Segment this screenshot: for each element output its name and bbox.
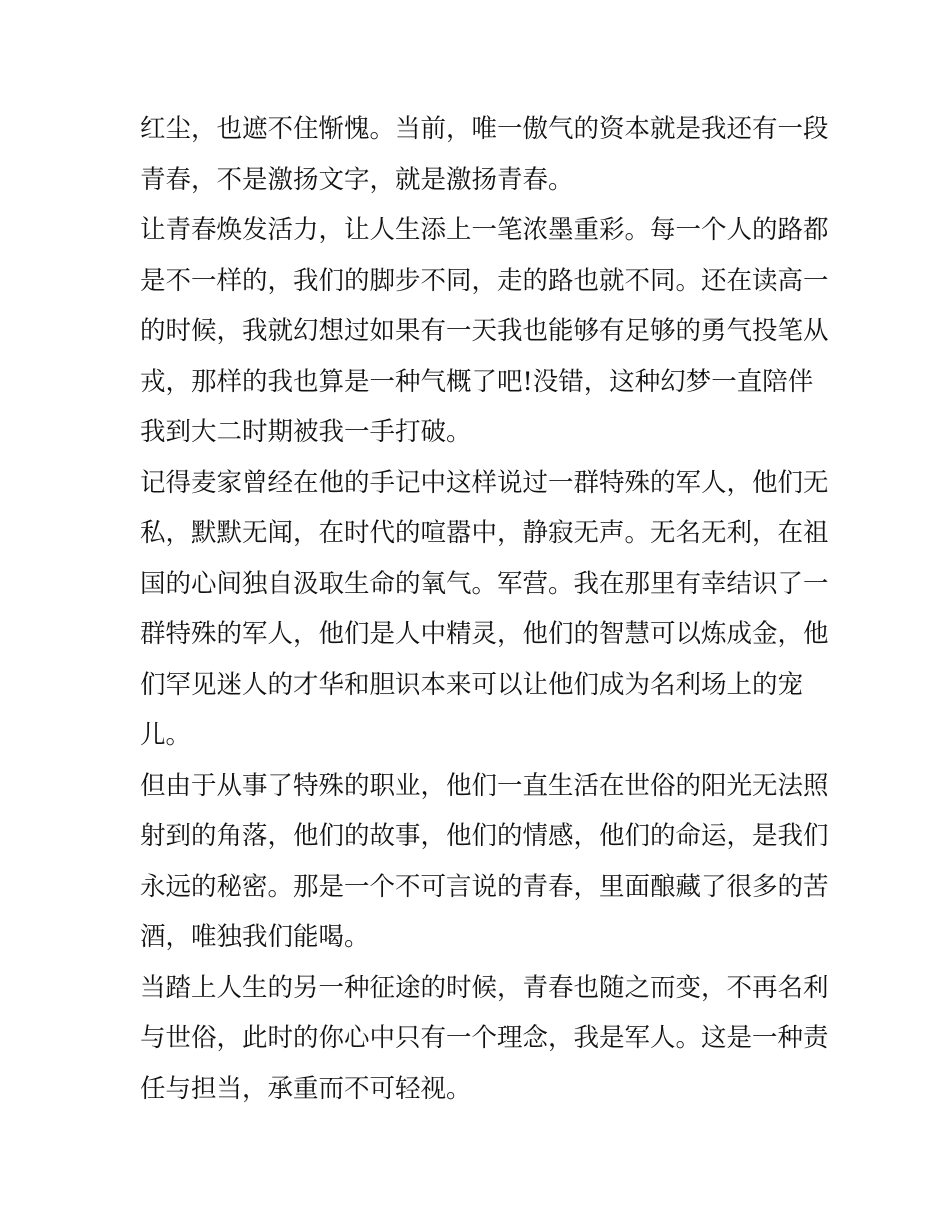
text-line: 记得麦家曾经在他的手记中这样说过一群特殊的军人，他们无 <box>140 467 829 498</box>
text-line: 射到的角落，他们的故事，他们的情感，他们的命运，是我们 <box>140 821 829 851</box>
text-line: 让青春焕发活力，让人生添上一笔浓墨重彩。每一个人的路都 <box>140 215 829 245</box>
text-line: 私，默默无闻，在时代的喧嚣中，静寂无声。无名无利，在祖 <box>140 518 829 548</box>
body-text <box>140 104 829 1114</box>
text-line: 的时候，我就幻想过如果有一天我也能够有足够的勇气投笔从 <box>140 316 829 346</box>
text-line: 但由于从事了特殊的职业，他们一直生活在世俗的阳光无法照 <box>140 770 829 801</box>
text-line: 青春，不是激扬文字，就是激扬青春。 <box>140 164 574 195</box>
text-line: 国的心间独自汲取生命的氧气。军营。我在那里有幸结识了一 <box>140 568 829 599</box>
text-line: 儿。 <box>140 720 192 750</box>
text-line: 是不一样的，我们的脚步不同，走的路也就不同。还在读高一 <box>140 265 829 296</box>
text-line: 永远的秘密。那是一个不可言说的青春，里面酿藏了很多的苦 <box>140 871 829 902</box>
text-line: 们罕见迷人的才华和胆识本来可以让他们成为名利场上的宠 <box>140 669 804 700</box>
text-line: 戎，那样的我也算是一种气概了吧!没错，这种幻梦一直陪伴 <box>140 366 814 397</box>
text-line: 酒，唯独我们能喝。 <box>140 922 370 952</box>
text-line: 与世俗，此时的你心中只有一个理念，我是军人。这是一种责 <box>140 1023 829 1053</box>
text-line: 红尘，也遮不住惭愧。当前，唯一傲气的资本就是我还有一段 <box>140 114 829 144</box>
text-line: 群特殊的军人，他们是人中精灵，他们的智慧可以炼成金，他 <box>140 619 829 649</box>
text-line: 任与担当，承重而不可轻视。 <box>140 1073 472 1104</box>
text-line: 当踏上人生的另一种征途的时候，青春也随之而变，不再名利 <box>140 972 829 1003</box>
text-line: 我到大二时期被我一手打破。 <box>140 417 472 447</box>
